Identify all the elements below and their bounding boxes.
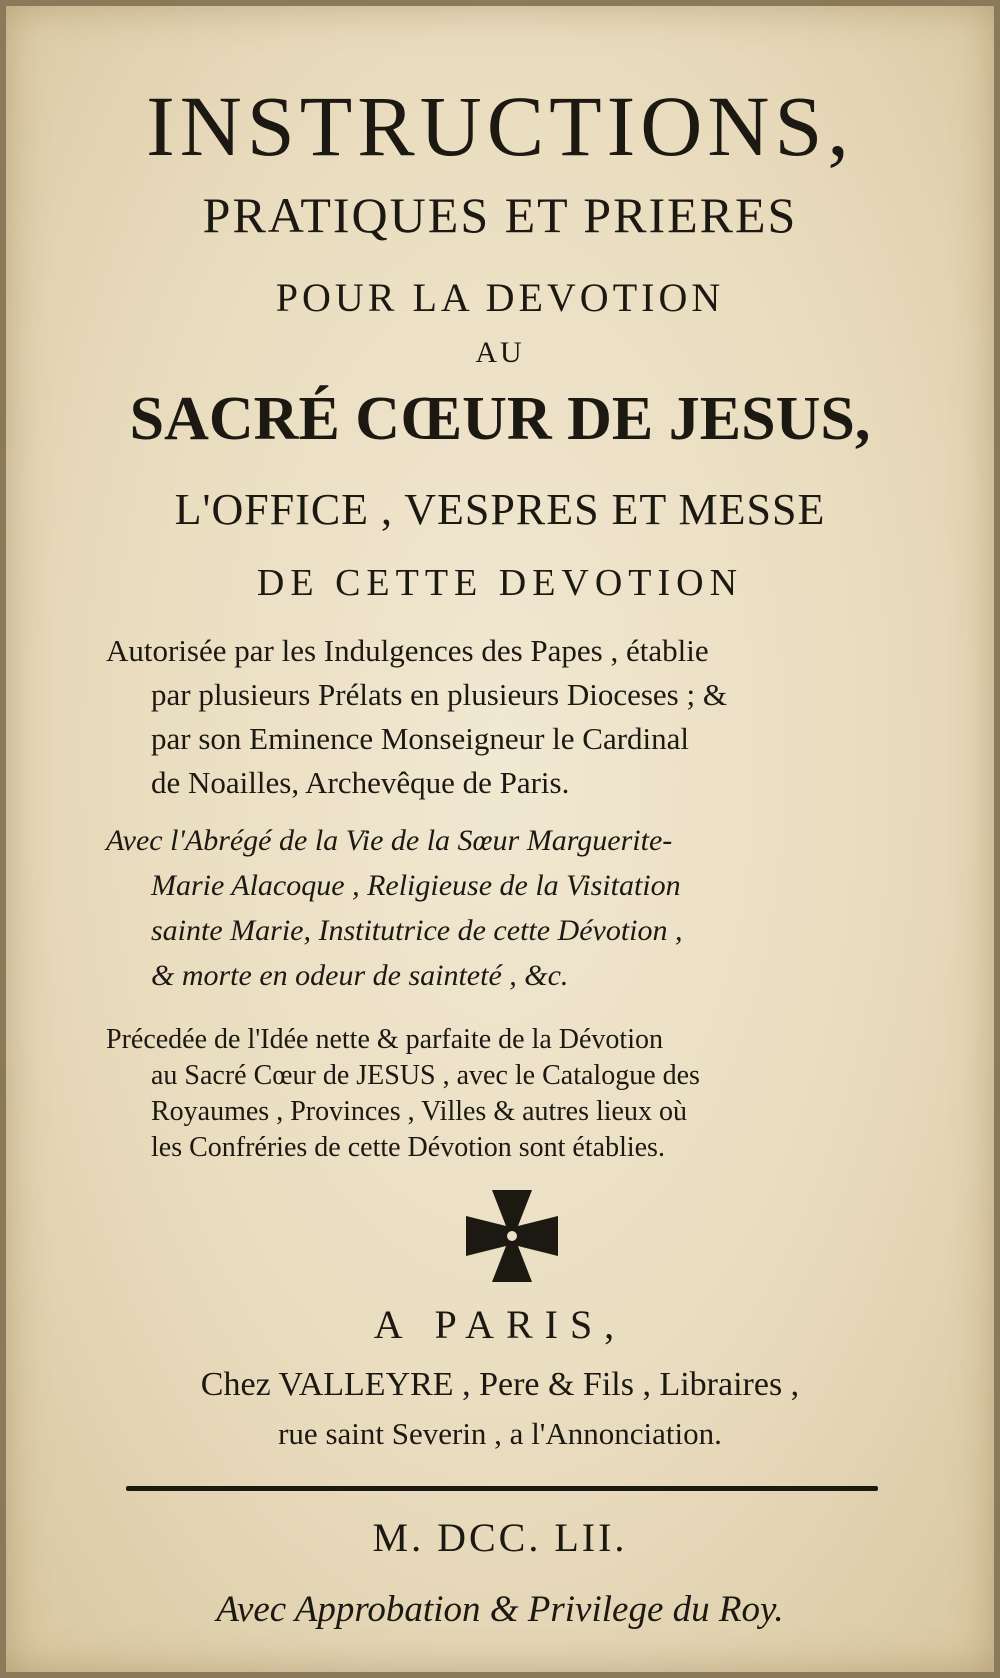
abridged-life-paragraph [106,818,906,998]
preceded-paragraph [106,1022,906,1166]
imprint-printer: Chez VALLEYRE , Pere & Fils , Libraires , [200,1366,800,1403]
paragraph-line: & morte en odeur de sainteté , &c. [151,959,569,992]
imprint-date: M. DCC. LII. [372,1515,628,1560]
subtitle-line-2: POUR LA DEVOTION [275,275,725,320]
divider-rule [126,1486,878,1491]
imprint-address: rue saint Severin , a l'Annonciation. [278,1416,722,1451]
privilege-line: Avec Approbation & Privilege du Roy. [216,1589,784,1630]
paragraph-line: Précedée de l'Idée nette & parfaite de la Dévotion [106,1024,663,1055]
authorization-paragraph [106,629,906,805]
main-title: INSTRUCTIONS, [146,78,854,174]
paragraph-line: par plusieurs Prélats en plusieurs Dioceses ; & [151,677,727,712]
paragraph-line: de Noailles, Archevêque de Paris. [151,765,570,800]
paragraph-line: Marie Alacoque , Religieuse de la Visitation [151,869,681,902]
subtitle-line-4: L'OFFICE , VESPRES ET MESSE [174,485,826,534]
subtitle-line-3: AU [475,336,525,369]
paragraph-line: Royaumes , Provinces , Villes & autres lieux où [151,1096,687,1127]
cross-pattee-ornament-icon [462,1186,562,1286]
paragraph-line: les Confréries de cette Dévotion sont établies. [151,1132,665,1163]
paragraph-line: par son Eminence Monseigneur le Cardinal [151,721,690,756]
paragraph-line: au Sacré Cœur de JESUS , avec le Catalogue des [151,1060,700,1091]
paragraph-line: sainte Marie, Institutrice de cette Dévotion , [151,914,683,947]
subtitle-line-5: DE CETTE DEVOTION [256,562,744,604]
paragraph-line: Autorisée par les Indulgences des Papes , établie [106,633,709,668]
title-page [6,6,994,1672]
imprint-place: A PARIS, [373,1302,627,1347]
paragraph-line: Avec l'Abrégé de la Vie de la Sœur Marguerite- [106,824,673,857]
subtitle-line-1: PRATIQUES ET PRIERES [202,187,798,243]
subject-title: SACRÉ CŒUR DE JESUS, [129,385,871,453]
